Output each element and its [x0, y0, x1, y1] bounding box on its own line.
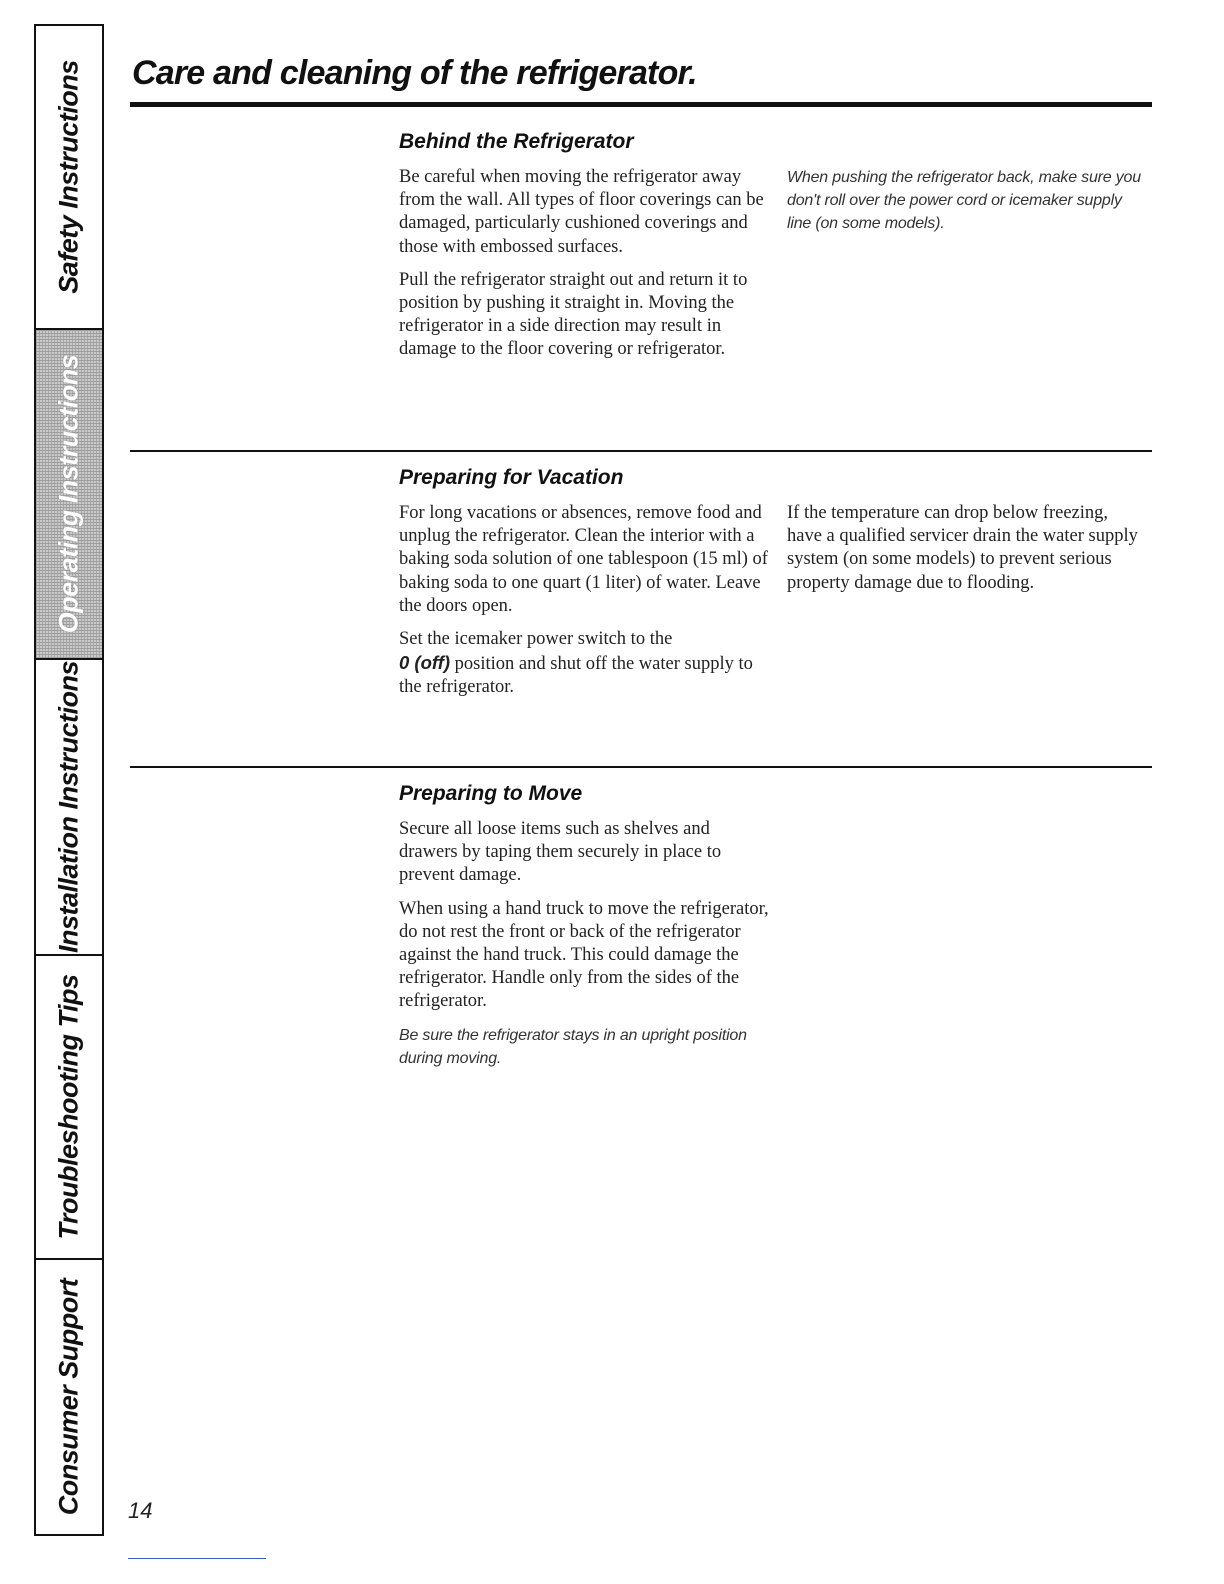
section-heading-move: Preparing to Move [399, 782, 583, 805]
behind-left-column [399, 166, 769, 372]
page-title: Care and cleaning of the refrigerator. [132, 54, 697, 92]
vacation-p2-before: Set the icemaker power switch to the [399, 629, 673, 650]
page-number: 14 [128, 1498, 153, 1523]
vacation-paragraph-2 [399, 628, 769, 700]
tab-troubleshooting-tips[interactable] [36, 956, 102, 1260]
move-left-column [399, 818, 769, 1080]
tab-label: Installation Instructions [53, 660, 84, 954]
section-divider [130, 766, 1152, 768]
tab-label: Operating Instructions [53, 354, 84, 634]
tab-installation-instructions[interactable] [36, 660, 102, 956]
move-paragraph-1: Secure all loose items such as shelves and drawers by taping them securely in place to prevent damage. [399, 819, 722, 886]
move-note: Be sure the refrigerator stays in an upright position during moving. [399, 1026, 747, 1067]
tab-operating-instructions[interactable] [36, 330, 102, 660]
behind-right-column [787, 166, 1147, 246]
section-divider [130, 450, 1152, 452]
vacation-left-column [399, 502, 769, 710]
move-paragraph-2: When using a hand truck to move the refrigerator, do not rest the front or back of the refrigerator against the hand truck. This could damage the refrigerator. Handle only from the sides of the refrigerator. [399, 898, 769, 1012]
vacation-right-column [787, 502, 1147, 605]
section-heading-behind: Behind the Refrigerator [399, 130, 634, 153]
behind-note: When pushing the refrigerator back, make sure you don't roll over the power cord or icemaker supply line (on some models). [787, 169, 1141, 233]
behind-paragraph-1: Be careful when moving the refrigerator away from the wall. All types of floor coverings can be damaged, particularly cushioned coverings and those with embossed surfaces. [399, 167, 764, 257]
tab-label: Safety Instructions [53, 60, 84, 294]
tab-label: Troubleshooting Tips [53, 974, 84, 1240]
side-tab-strip [34, 24, 104, 1536]
vacation-paragraph-1: For long vacations or absences, remove food and unplug the refrigerator. Clean the interior with a baking soda solution of one tablespoon (15 ml) of baking soda to one quart (1 liter) of water. Leave the doors open. [399, 503, 768, 616]
section-heading-vacation: Preparing for Vacation [399, 466, 624, 489]
title-divider [130, 102, 1152, 107]
behind-paragraph-2: Pull the refrigerator straight out and return it to position by pushing it straight in. Moving the refrigerator in a side direction may result in damage to the floor covering or refrigerator. [399, 269, 748, 360]
footer-link-rule [128, 1558, 266, 1559]
vacation-p2-after: position and shut off the water supply to the refrigerator. [399, 654, 753, 698]
tab-consumer-support[interactable] [36, 1260, 102, 1534]
off-position-label: 0 (off) [399, 652, 451, 674]
vacation-right-paragraph: If the temperature can drop below freezing, have a qualified servicer drain the water supply system (on some models) to prevent serious property damage due to flooding. [787, 503, 1138, 593]
tab-safety-instructions[interactable] [36, 26, 102, 330]
tab-label: Consumer Support [53, 1278, 84, 1516]
